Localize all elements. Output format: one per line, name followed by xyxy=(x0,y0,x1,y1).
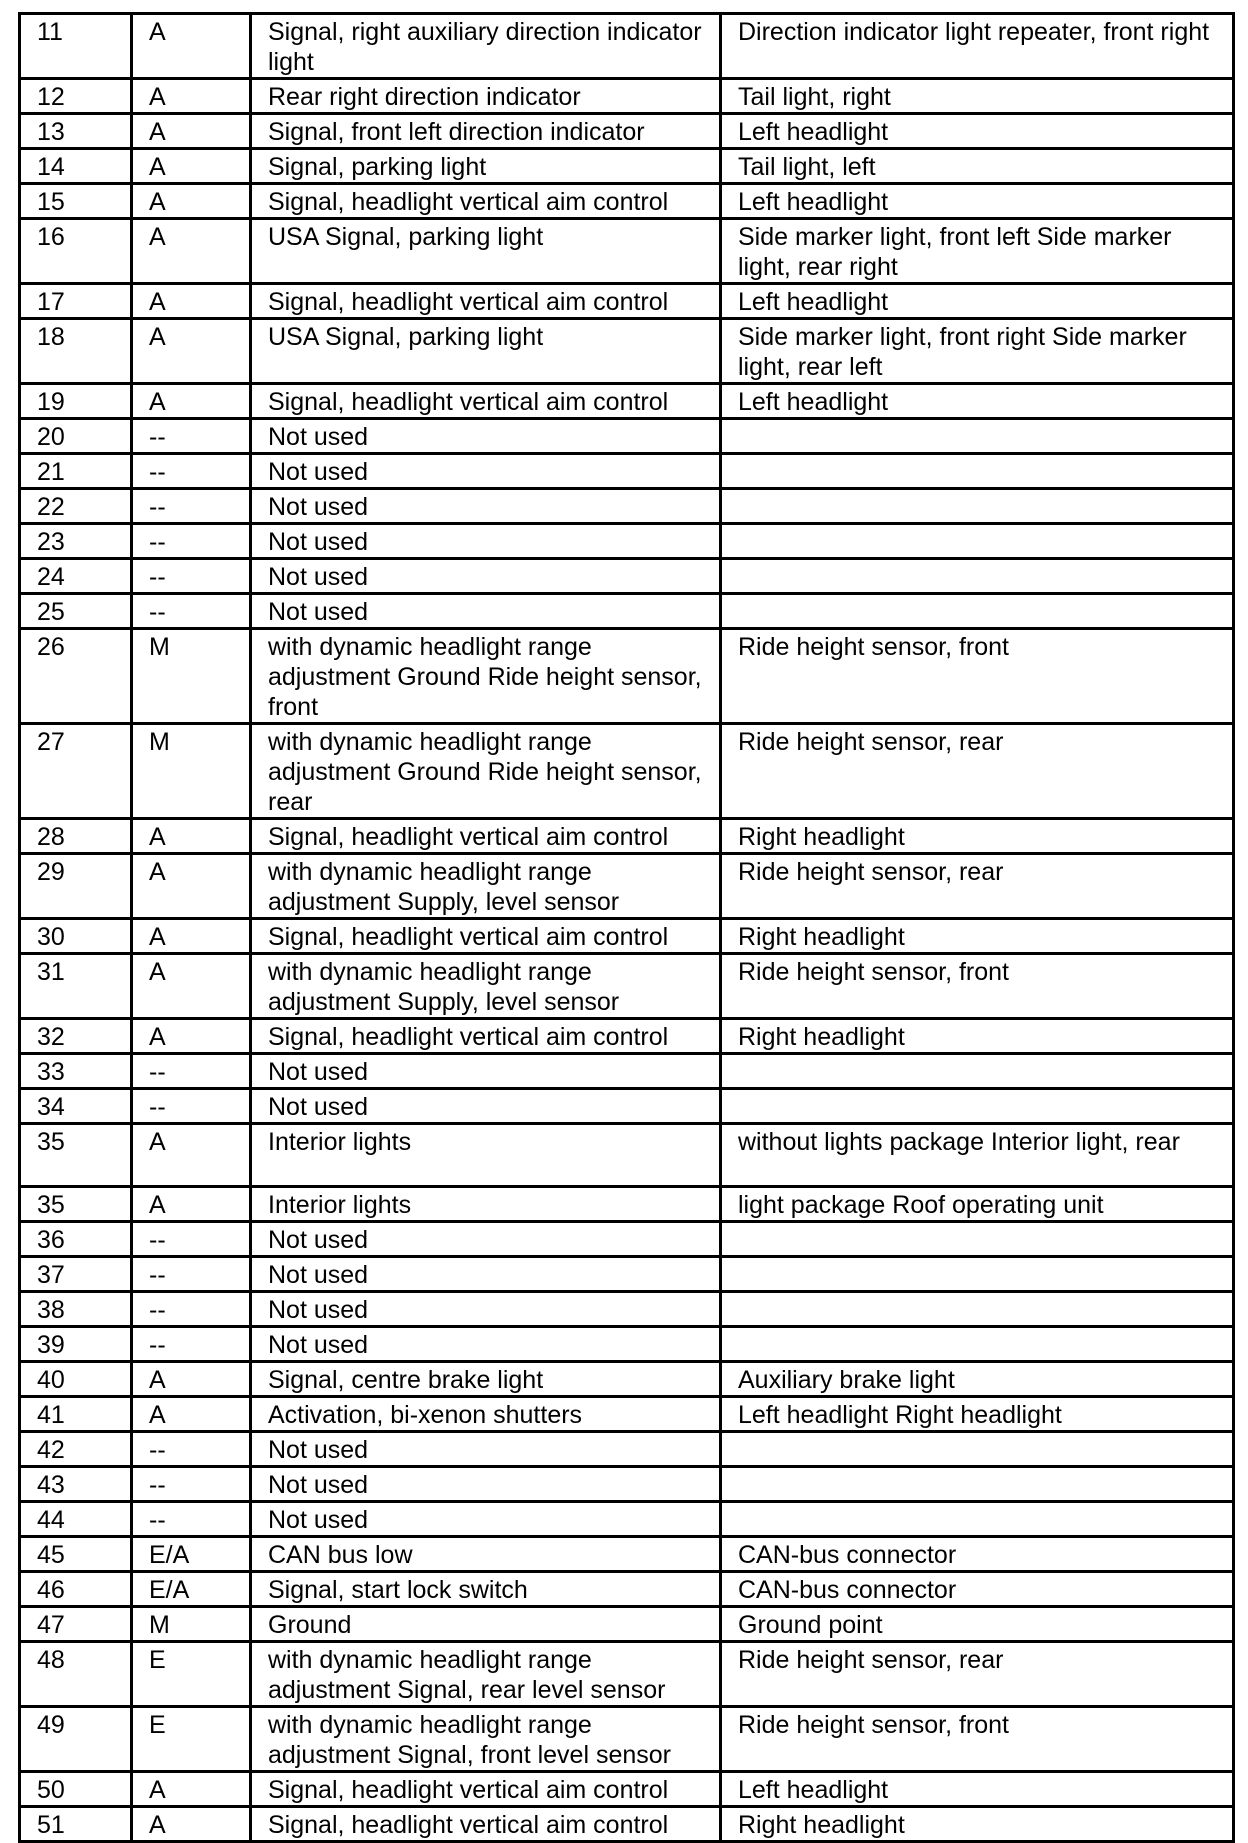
table-row xyxy=(20,1124,1234,1187)
table-row xyxy=(20,1642,1234,1707)
connected-component-cell xyxy=(721,1292,1234,1327)
signal-description-cell: USA Signal, parking light xyxy=(251,319,721,384)
signal-type-cell: A xyxy=(132,184,251,219)
signal-description-cell: Signal, headlight vertical aim control xyxy=(251,819,721,854)
table-row xyxy=(20,629,1234,724)
signal-type-cell: A xyxy=(132,114,251,149)
connected-component-cell xyxy=(721,1054,1234,1089)
table-row xyxy=(20,14,1234,79)
connected-component-cell: Left headlight xyxy=(721,1772,1234,1807)
table-row xyxy=(20,1502,1234,1537)
connected-component-cell xyxy=(721,419,1234,454)
signal-description-cell: with dynamic headlight range adjustment Supply, level sensor xyxy=(251,854,721,919)
signal-type-cell: -- xyxy=(132,454,251,489)
connected-component-cell: CAN-bus connector xyxy=(721,1537,1234,1572)
signal-description-cell: Not used xyxy=(251,524,721,559)
connected-component-cell xyxy=(721,454,1234,489)
signal-type-cell: A xyxy=(132,14,251,79)
table-row xyxy=(20,384,1234,419)
pin-number-cell: 19 xyxy=(20,384,132,419)
pin-number-cell: 14 xyxy=(20,149,132,184)
signal-type-cell: A xyxy=(132,1362,251,1397)
signal-type-cell: A xyxy=(132,1397,251,1432)
pin-number-cell: 28 xyxy=(20,819,132,854)
signal-type-cell: A xyxy=(132,854,251,919)
pin-number-cell: 50 xyxy=(20,1772,132,1807)
signal-type-cell: A xyxy=(132,1019,251,1054)
signal-description-cell: Signal, centre brake light xyxy=(251,1362,721,1397)
signal-description-cell: Not used xyxy=(251,1054,721,1089)
connected-component-cell: Right headlight xyxy=(721,819,1234,854)
signal-description-cell: Interior lights xyxy=(251,1124,721,1187)
connected-component-cell xyxy=(721,559,1234,594)
connected-component-cell: without lights package Interior light, rear xyxy=(721,1124,1234,1187)
signal-description-cell: Signal, right auxiliary direction indicator light xyxy=(251,14,721,79)
connected-component-cell xyxy=(721,1327,1234,1362)
connected-component-cell: CAN-bus connector xyxy=(721,1572,1234,1607)
signal-type-cell: -- xyxy=(132,1432,251,1467)
table-row xyxy=(20,1054,1234,1089)
signal-type-cell: A xyxy=(132,149,251,184)
signal-description-cell: Not used xyxy=(251,559,721,594)
connected-component-cell: Right headlight xyxy=(721,1807,1234,1842)
pin-number-cell: 41 xyxy=(20,1397,132,1432)
pin-number-cell: 36 xyxy=(20,1222,132,1257)
connected-component-cell: Ride height sensor, rear xyxy=(721,1642,1234,1707)
pin-number-cell: 20 xyxy=(20,419,132,454)
signal-type-cell: M xyxy=(132,1607,251,1642)
connected-component-cell: Right headlight xyxy=(721,1019,1234,1054)
signal-type-cell: -- xyxy=(132,419,251,454)
pin-number-cell: 22 xyxy=(20,489,132,524)
signal-type-cell: A xyxy=(132,919,251,954)
pin-number-cell: 31 xyxy=(20,954,132,1019)
signal-type-cell: M xyxy=(132,724,251,819)
connected-component-cell: Left headlight xyxy=(721,184,1234,219)
signal-description-cell: Not used xyxy=(251,594,721,629)
table-row xyxy=(20,1572,1234,1607)
pin-number-cell: 16 xyxy=(20,219,132,284)
pin-number-cell: 12 xyxy=(20,79,132,114)
signal-description-cell: Not used xyxy=(251,1502,721,1537)
table-row xyxy=(20,1222,1234,1257)
pin-number-cell: 33 xyxy=(20,1054,132,1089)
pin-assignment-table xyxy=(18,12,1235,1843)
signal-type-cell: A xyxy=(132,284,251,319)
signal-description-cell: Not used xyxy=(251,489,721,524)
signal-description-cell: with dynamic headlight range adjustment Ground Ride height sensor, front xyxy=(251,629,721,724)
table-row xyxy=(20,1292,1234,1327)
table-row xyxy=(20,1607,1234,1642)
connected-component-cell xyxy=(721,1467,1234,1502)
pin-number-cell: 17 xyxy=(20,284,132,319)
signal-description-cell: Not used xyxy=(251,1222,721,1257)
pin-number-cell: 34 xyxy=(20,1089,132,1124)
signal-type-cell: E xyxy=(132,1642,251,1707)
connected-component-cell: Ride height sensor, rear xyxy=(721,854,1234,919)
signal-type-cell: A xyxy=(132,319,251,384)
signal-description-cell: USA Signal, parking light xyxy=(251,219,721,284)
signal-description-cell: CAN bus low xyxy=(251,1537,721,1572)
pin-number-cell: 24 xyxy=(20,559,132,594)
table-row xyxy=(20,419,1234,454)
connected-component-cell: Ground point xyxy=(721,1607,1234,1642)
signal-type-cell: -- xyxy=(132,1292,251,1327)
table-row xyxy=(20,594,1234,629)
signal-type-cell: -- xyxy=(132,1222,251,1257)
signal-type-cell: E xyxy=(132,1707,251,1772)
table-row xyxy=(20,1397,1234,1432)
table-row xyxy=(20,1537,1234,1572)
signal-type-cell: E/A xyxy=(132,1537,251,1572)
pin-number-cell: 18 xyxy=(20,319,132,384)
signal-type-cell: -- xyxy=(132,524,251,559)
signal-type-cell: M xyxy=(132,629,251,724)
connected-component-cell: Ride height sensor, front xyxy=(721,629,1234,724)
table-row xyxy=(20,819,1234,854)
pin-number-cell: 38 xyxy=(20,1292,132,1327)
signal-type-cell: A xyxy=(132,1807,251,1842)
table-row xyxy=(20,149,1234,184)
signal-description-cell: with dynamic headlight range adjustment Signal, front level sensor xyxy=(251,1707,721,1772)
pin-number-cell: 26 xyxy=(20,629,132,724)
pin-table-body xyxy=(20,14,1234,1842)
pin-number-cell: 49 xyxy=(20,1707,132,1772)
connected-component-cell: Left headlight xyxy=(721,284,1234,319)
connected-component-cell xyxy=(721,1432,1234,1467)
signal-type-cell: -- xyxy=(132,1327,251,1362)
table-row xyxy=(20,1467,1234,1502)
table-row xyxy=(20,219,1234,284)
table-row xyxy=(20,1772,1234,1807)
table-row xyxy=(20,1187,1234,1222)
table-row xyxy=(20,1089,1234,1124)
pin-number-cell: 11 xyxy=(20,14,132,79)
signal-description-cell: Signal, headlight vertical aim control xyxy=(251,284,721,319)
signal-description-cell: Not used xyxy=(251,454,721,489)
table-row xyxy=(20,284,1234,319)
pin-number-cell: 40 xyxy=(20,1362,132,1397)
table-row xyxy=(20,319,1234,384)
signal-description-cell: Rear right direction indicator xyxy=(251,79,721,114)
signal-description-cell: Not used xyxy=(251,1327,721,1362)
connected-component-cell xyxy=(721,524,1234,559)
connected-component-cell: Auxiliary brake light xyxy=(721,1362,1234,1397)
connected-component-cell xyxy=(721,489,1234,524)
pin-number-cell: 35 xyxy=(20,1187,132,1222)
pin-number-cell: 47 xyxy=(20,1607,132,1642)
table-row xyxy=(20,79,1234,114)
signal-type-cell: -- xyxy=(132,489,251,524)
signal-type-cell: A xyxy=(132,384,251,419)
table-row xyxy=(20,1432,1234,1467)
connected-component-cell xyxy=(721,1502,1234,1537)
signal-description-cell: Signal, start lock switch xyxy=(251,1572,721,1607)
table-row xyxy=(20,1707,1234,1772)
connected-component-cell: Left headlight xyxy=(721,114,1234,149)
table-row xyxy=(20,1807,1234,1842)
pin-number-cell: 32 xyxy=(20,1019,132,1054)
signal-type-cell: A xyxy=(132,79,251,114)
pin-number-cell: 48 xyxy=(20,1642,132,1707)
table-row xyxy=(20,524,1234,559)
signal-description-cell: Signal, headlight vertical aim control xyxy=(251,384,721,419)
signal-type-cell: -- xyxy=(132,1054,251,1089)
connected-component-cell: Side marker light, front right Side marker light, rear left xyxy=(721,319,1234,384)
connected-component-cell: Ride height sensor, front xyxy=(721,954,1234,1019)
pin-number-cell: 44 xyxy=(20,1502,132,1537)
table-row xyxy=(20,724,1234,819)
connected-component-cell: light package Roof operating unit xyxy=(721,1187,1234,1222)
connected-component-cell xyxy=(721,1222,1234,1257)
signal-type-cell: A xyxy=(132,819,251,854)
pin-number-cell: 13 xyxy=(20,114,132,149)
signal-type-cell: -- xyxy=(132,1257,251,1292)
signal-description-cell: Not used xyxy=(251,1089,721,1124)
connected-component-cell: Side marker light, front left Side marker light, rear right xyxy=(721,219,1234,284)
connected-component-cell: Ride height sensor, front xyxy=(721,1707,1234,1772)
table-row xyxy=(20,1362,1234,1397)
pin-number-cell: 46 xyxy=(20,1572,132,1607)
connected-component-cell xyxy=(721,594,1234,629)
signal-description-cell: Signal, headlight vertical aim control xyxy=(251,1807,721,1842)
connected-component-cell: Left headlight Right headlight xyxy=(721,1397,1234,1432)
table-row xyxy=(20,1019,1234,1054)
signal-type-cell: A xyxy=(132,1124,251,1187)
pin-number-cell: 51 xyxy=(20,1807,132,1842)
signal-description-cell: with dynamic headlight range adjustment Ground Ride height sensor, rear xyxy=(251,724,721,819)
pin-number-cell: 45 xyxy=(20,1537,132,1572)
table-row xyxy=(20,184,1234,219)
signal-description-cell: Not used xyxy=(251,1467,721,1502)
signal-type-cell: -- xyxy=(132,1502,251,1537)
signal-description-cell: Not used xyxy=(251,419,721,454)
signal-description-cell: Signal, front left direction indicator xyxy=(251,114,721,149)
signal-description-cell: Activation, bi-xenon shutters xyxy=(251,1397,721,1432)
table-row xyxy=(20,114,1234,149)
signal-type-cell: -- xyxy=(132,1467,251,1502)
signal-description-cell: Signal, headlight vertical aim control xyxy=(251,919,721,954)
table-row xyxy=(20,1257,1234,1292)
signal-description-cell: Signal, parking light xyxy=(251,149,721,184)
table-row xyxy=(20,489,1234,524)
signal-description-cell: Not used xyxy=(251,1292,721,1327)
connected-component-cell: Tail light, left xyxy=(721,149,1234,184)
connected-component-cell: Direction indicator light repeater, front right xyxy=(721,14,1234,79)
pin-number-cell: 37 xyxy=(20,1257,132,1292)
pin-number-cell: 27 xyxy=(20,724,132,819)
table-row xyxy=(20,854,1234,919)
signal-description-cell: Ground xyxy=(251,1607,721,1642)
pin-number-cell: 21 xyxy=(20,454,132,489)
signal-description-cell: Signal, headlight vertical aim control xyxy=(251,1019,721,1054)
table-row xyxy=(20,954,1234,1019)
signal-type-cell: A xyxy=(132,1187,251,1222)
signal-type-cell: A xyxy=(132,954,251,1019)
pin-number-cell: 42 xyxy=(20,1432,132,1467)
signal-type-cell: -- xyxy=(132,559,251,594)
signal-type-cell: -- xyxy=(132,1089,251,1124)
table-row xyxy=(20,454,1234,489)
signal-description-cell: with dynamic headlight range adjustment Signal, rear level sensor xyxy=(251,1642,721,1707)
connected-component-cell xyxy=(721,1257,1234,1292)
signal-description-cell: with dynamic headlight range adjustment Supply, level sensor xyxy=(251,954,721,1019)
pin-number-cell: 23 xyxy=(20,524,132,559)
pin-number-cell: 15 xyxy=(20,184,132,219)
connected-component-cell xyxy=(721,1089,1234,1124)
signal-description-cell: Not used xyxy=(251,1432,721,1467)
signal-description-cell: Signal, headlight vertical aim control xyxy=(251,184,721,219)
signal-type-cell: -- xyxy=(132,594,251,629)
table-row xyxy=(20,1327,1234,1362)
signal-description-cell: Signal, headlight vertical aim control xyxy=(251,1772,721,1807)
table-row xyxy=(20,559,1234,594)
pin-number-cell: 30 xyxy=(20,919,132,954)
signal-description-cell: Interior lights xyxy=(251,1187,721,1222)
pin-number-cell: 35 xyxy=(20,1124,132,1187)
pin-number-cell: 39 xyxy=(20,1327,132,1362)
signal-type-cell: E/A xyxy=(132,1572,251,1607)
signal-description-cell: Not used xyxy=(251,1257,721,1292)
signal-type-cell: A xyxy=(132,219,251,284)
connected-component-cell: Left headlight xyxy=(721,384,1234,419)
pin-number-cell: 29 xyxy=(20,854,132,919)
table-row xyxy=(20,919,1234,954)
connected-component-cell: Ride height sensor, rear xyxy=(721,724,1234,819)
pin-number-cell: 43 xyxy=(20,1467,132,1502)
connected-component-cell: Tail light, right xyxy=(721,79,1234,114)
connected-component-cell: Right headlight xyxy=(721,919,1234,954)
signal-type-cell: A xyxy=(132,1772,251,1807)
pin-number-cell: 25 xyxy=(20,594,132,629)
